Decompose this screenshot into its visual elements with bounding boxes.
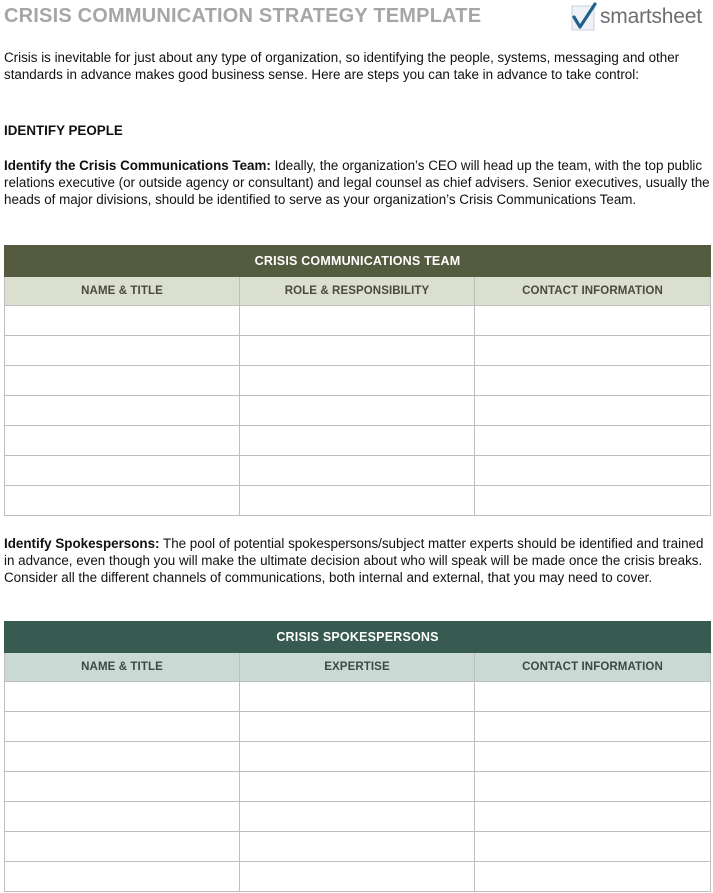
spokes-table-cell[interactable] [5, 712, 240, 742]
spokes-table-cell[interactable] [5, 862, 240, 892]
team-table-cell[interactable] [5, 426, 240, 456]
spokes-table-header-row [5, 653, 711, 682]
team-table-header-row [5, 277, 711, 306]
team-table-title: CRISIS COMMUNICATIONS TEAM [5, 246, 711, 277]
spokes-col-expertise: EXPERTISE [240, 653, 475, 682]
team-table-body [5, 306, 711, 516]
crisis-spokespersons-table [4, 621, 711, 892]
spokes-table-body [5, 682, 711, 892]
team-table-cell[interactable] [475, 336, 711, 366]
section-heading: IDENTIFY PEOPLE [4, 123, 123, 138]
team-table-cell[interactable] [475, 456, 711, 486]
spokes-table-cell[interactable] [5, 802, 240, 832]
spokes-table-cell[interactable] [240, 772, 475, 802]
team-table-row [5, 396, 711, 426]
spokes-table-cell[interactable] [475, 832, 711, 862]
logo-wordmark: smartsheet [600, 5, 702, 28]
team-table-cell[interactable] [5, 336, 240, 366]
team-table-cell[interactable] [5, 396, 240, 426]
checkmark-icon [570, 2, 598, 32]
spokes-table-row [5, 772, 711, 802]
team-col-name-title: NAME & TITLE [5, 277, 240, 306]
spokes-col-name-title: NAME & TITLE [5, 653, 240, 682]
smartsheet-logo [570, 0, 710, 34]
spokes-table-title: CRISIS SPOKESPERSONS [5, 622, 711, 653]
team-table-cell[interactable] [475, 396, 711, 426]
team-intro-text: Ideally, the organization’s CEO will head up the team, with the top public relations executive (or outside agency or consultant) and legal counsel as chief advisers. Senior executives, usually the heads of major divisions, should be identified to serve as your organization’s Crisis Communications Team. [4, 158, 710, 207]
spokes-table-cell[interactable] [475, 802, 711, 832]
team-intro-lead: Identify the Crisis Communications Team: [4, 158, 271, 173]
team-table-cell[interactable] [475, 486, 711, 516]
spokes-table-cell[interactable] [240, 802, 475, 832]
spokes-table-row [5, 832, 711, 862]
spokes-intro-paragraph [4, 535, 710, 586]
spokes-table-cell[interactable] [475, 862, 711, 892]
team-col-role-responsibility: ROLE & RESPONSIBILITY [240, 277, 475, 306]
spokes-table-row [5, 862, 711, 892]
intro-paragraph: Crisis is inevitable for just about any type of organization, so identifying the people, systems, messaging and other standards in advance makes good business sense. Here are steps you can take in advance to take control: [4, 50, 680, 82]
team-table-cell[interactable] [5, 306, 240, 336]
team-table-cell[interactable] [475, 366, 711, 396]
spokes-col-contact-information: CONTACT INFORMATION [475, 653, 711, 682]
team-table-cell[interactable] [5, 456, 240, 486]
spokes-intro-text: The pool of potential spokespersons/subject matter experts should be identified and trained in advance, even though you will make the ultimate decision about who will speak will be made once the crisis breaks. Consider all the different channels of communications, both internal and external, that you may need to cover. [4, 536, 704, 585]
spokes-table-cell[interactable] [5, 742, 240, 772]
team-table-row [5, 306, 711, 336]
spokes-table-cell[interactable] [475, 742, 711, 772]
team-table-cell[interactable] [240, 336, 475, 366]
team-table-row [5, 486, 711, 516]
crisis-team-table [4, 245, 711, 516]
team-table-cell[interactable] [5, 486, 240, 516]
spokes-table-cell[interactable] [240, 862, 475, 892]
spokes-table-cell[interactable] [5, 772, 240, 802]
spokes-table-cell[interactable] [5, 682, 240, 712]
spokes-table-cell[interactable] [240, 742, 475, 772]
team-table-cell[interactable] [475, 306, 711, 336]
team-table-cell[interactable] [475, 426, 711, 456]
spokes-table-cell[interactable] [240, 832, 475, 862]
team-table-row [5, 336, 711, 366]
spokes-table-cell[interactable] [475, 682, 711, 712]
spokes-table-cell[interactable] [475, 772, 711, 802]
team-table-row [5, 456, 711, 486]
team-table-row [5, 426, 711, 456]
spokes-table-row [5, 712, 711, 742]
team-col-contact-information: CONTACT INFORMATION [475, 277, 711, 306]
spokes-table-row [5, 802, 711, 832]
spokes-table-row [5, 742, 711, 772]
team-table-cell[interactable] [5, 366, 240, 396]
spokes-table-row [5, 682, 711, 712]
team-intro-paragraph [4, 157, 710, 208]
team-table-cell[interactable] [240, 456, 475, 486]
team-table-cell[interactable] [240, 486, 475, 516]
spokes-table-cell[interactable] [475, 712, 711, 742]
spokes-table-cell[interactable] [5, 832, 240, 862]
team-table-cell[interactable] [240, 306, 475, 336]
team-table-row [5, 366, 711, 396]
page-title: CRISIS COMMUNICATION STRATEGY TEMPLATE [4, 5, 482, 27]
team-table-cell[interactable] [240, 426, 475, 456]
team-table-cell[interactable] [240, 366, 475, 396]
spokes-table-cell[interactable] [240, 682, 475, 712]
team-table-cell[interactable] [240, 396, 475, 426]
spokes-table-cell[interactable] [240, 712, 475, 742]
spokes-intro-lead: Identify Spokespersons: [4, 536, 160, 551]
